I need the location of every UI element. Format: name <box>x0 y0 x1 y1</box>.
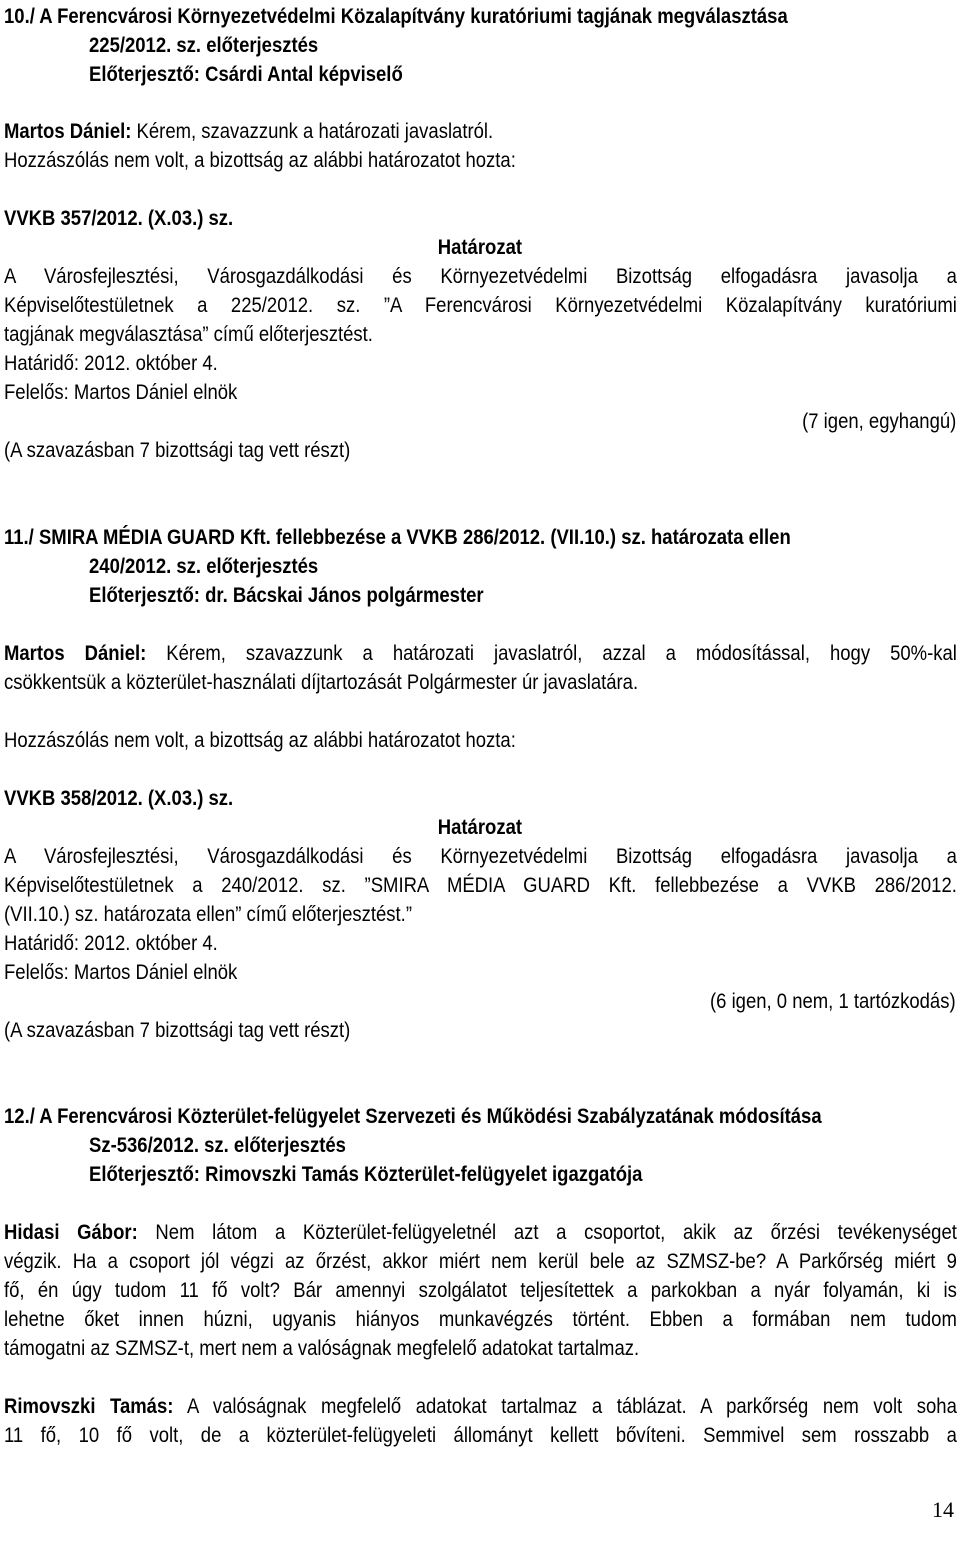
item10-body-line-1: A Városfejlesztési, Városgazdálkodási és Környezetvédelmi Bizottság elfogadásra javasolja a <box>4 264 957 288</box>
item10-body-line-2: Képviselőtestületnek a 225/2012. sz. ”A Ferencvárosi Környezetvédelmi Közalapítvány kuratóriumi <box>4 293 957 317</box>
item11-vote: (6 igen, 0 nem, 1 tartózkodás) <box>710 989 956 1013</box>
item11-resolution-heading: Határozat <box>437 815 523 839</box>
item12-speech1-line-1 <box>4 1218 957 1246</box>
item12-speech1-line-3: fő, én úgy tudom 11 fő volt? Bár amennyi szolgálatot teljesítettek a parkokban a nyár folyamán, ki is <box>4 1278 957 1302</box>
item11-participation: (A szavazásban 7 bizottsági tag vett részt) <box>4 1018 351 1042</box>
item11-resolution-id: VVKB 358/2012. (X.03.) sz. <box>4 786 234 810</box>
item10-number: 225/2012. sz. előterjesztés <box>89 33 319 57</box>
item11-body-line-3: (VII.10.) sz. határozata ellen” című előterjesztést.” <box>4 902 412 926</box>
speech-text: Kérem, szavazzunk a határozati javaslatról. <box>136 119 494 143</box>
item10-title: 10./ A Ferencvárosi Környezetvédelmi Közalapítvány kuratóriumi tagjának megválasztása <box>4 4 788 28</box>
speaker-name: Martos Dániel: <box>4 641 147 665</box>
speech-text: Nem látom a Közterület-felügyeletnél azt a csoportot, akik az őrzési tevékenységet <box>155 1220 957 1244</box>
speaker-name: Rimovszki Tamás: <box>4 1394 174 1418</box>
item10-speech-line <box>4 117 493 145</box>
item10-resolution-heading: Határozat <box>437 235 523 259</box>
item11-deadline: Határidő: 2012. október 4. <box>4 931 218 955</box>
item11-comment: Hozzászólás nem volt, a bizottság az alábbi határozatot hozta: <box>4 728 516 752</box>
item12-title: 12./ A Ferencvárosi Közterület-felügyelet Szervezeti és Működési Szabályzatának módosítása <box>4 1104 822 1128</box>
item12-speech1-line-2: végzik. Ha a csoport jól végzi az őrzést, akkor miért nem kerül bele az SZMSZ-be? A Parkőrség miért 9 <box>4 1249 957 1273</box>
item12-presenter: Előterjesztő: Rimovszki Tamás Közterület-felügyelet igazgatója <box>89 1162 643 1186</box>
item11-number: 240/2012. sz. előterjesztés <box>89 554 319 578</box>
item10-body-line-3: tagjának megválasztása” című előterjesztést. <box>4 322 373 346</box>
item11-body-line-2: Képviselőtestületnek a 240/2012. sz. ”SMIRA MÉDIA GUARD Kft. fellebbezése a VVKB 286/2012. <box>4 873 957 897</box>
item10-responsible: Felelős: Martos Dániel elnök <box>4 380 238 404</box>
item12-speech1-line-5: támogatni az SZMSZ-t, mert nem a valóságnak megfelelő adatokat tartalmaz. <box>4 1336 640 1360</box>
speech-text: Kérem, szavazzunk a határozati javaslatról, azzal a módosítással, hogy 50%-kal <box>166 641 957 665</box>
item10-resolution-id: VVKB 357/2012. (X.03.) sz. <box>4 206 234 230</box>
item12-speech2-line-2: 11 fő, 10 fő volt, de a közterület-felügyeleti állományt kellett bővíteni. Semmivel sem rosszabb a <box>4 1423 957 1447</box>
item10-deadline: Határidő: 2012. október 4. <box>4 351 218 375</box>
item11-responsible: Felelős: Martos Dániel elnök <box>4 960 238 984</box>
item12-number: Sz-536/2012. sz. előterjesztés <box>89 1133 346 1157</box>
item11-body-line-1: A Városfejlesztési, Városgazdálkodási és Környezetvédelmi Bizottság elfogadásra javasolja a <box>4 844 957 868</box>
item11-title: 11./ SMIRA MÉDIA GUARD Kft. fellebbezése a VVKB 286/2012. (VII.10.) sz. határozata ellen <box>4 525 791 549</box>
item10-participation: (A szavazásban 7 bizottsági tag vett részt) <box>4 438 351 462</box>
item10-presenter: Előterjesztő: Csárdi Antal képviselő <box>89 62 403 86</box>
page-number: 14 <box>932 1497 954 1522</box>
item11-speech-line-2: csökkentsük a közterület-használati díjtartozását Polgármester úr javaslatára. <box>4 670 639 694</box>
item12-speech1-line-4: lehetne őket innen húzni, ugyanis hiányos munkavégzés történt. Ebben a formában nem tudom <box>4 1307 957 1331</box>
item10-vote: (7 igen, egyhangú) <box>801 409 956 433</box>
speaker-name: Hidasi Gábor: <box>4 1220 138 1244</box>
speaker-name: Martos Dániel: <box>4 119 132 143</box>
item11-speech-line-1 <box>4 639 957 667</box>
item12-speech2-line-1 <box>4 1392 957 1420</box>
item11-presenter: Előterjesztő: dr. Bácskai János polgármester <box>89 583 484 607</box>
speech-text: A valóságnak megfelelő adatokat tartalmaz a táblázat. A parkőrség nem volt soha <box>186 1394 957 1418</box>
item10-comment: Hozzászólás nem volt, a bizottság az alábbi határozatot hozta: <box>4 148 516 172</box>
